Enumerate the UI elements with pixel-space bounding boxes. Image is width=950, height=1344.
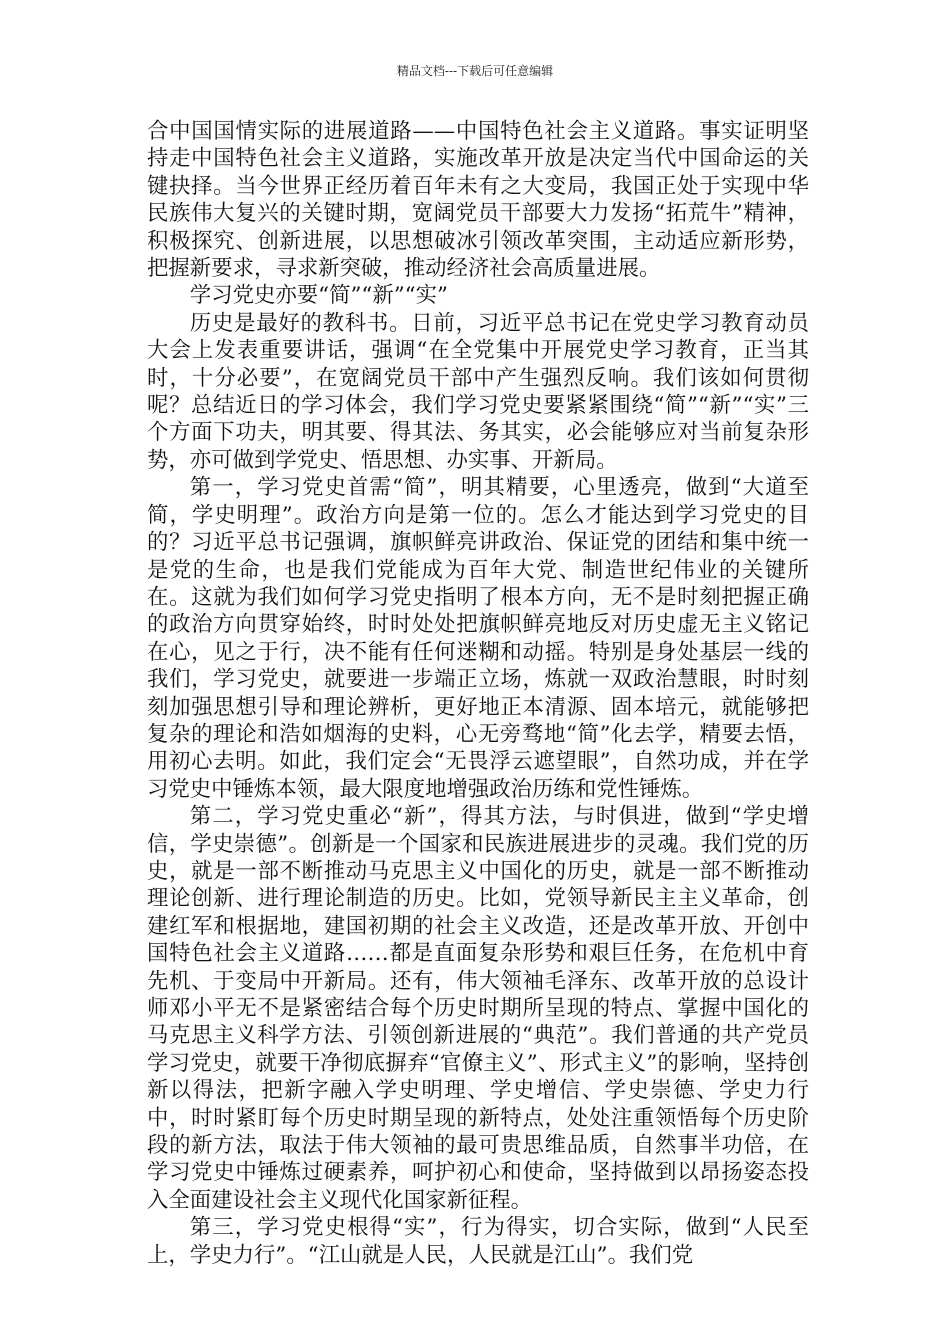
paragraph-second-point: 第二，学习党史重必“新”，得其方法，与时俱进，做到“学史增信，学史崇德”。创新是一个国家和民族进展进步的灵魂。我们党的历史，就是一部不断推动马克思主义中国化的历史，就是一部不断推动理论创新、进行理论制造的历史。比如，党领导新民主主义革命，创建红军和根据地，建国初期的社会主义改造，还是改革开放、开创中国特色社会主义道路……都是直面复杂形势和艰巨任务，在危机中育先机、于变局中开新局。还有，伟大领袖毛泽东、改革开放的总设计师邓小平无不是紧密结合每个历史时期所呈现的特点、掌握中国化的马克思主义科学方法、引领创新进展的“典范”。我们普通的共产党员学习党史，就要干净彻底摒弃“官僚主义”、形式主义”的影响，坚持创新以得法，把新字融入学史明理、学史增信、学史崇德、学史力行中，时时紧盯每个历史时期呈现的新特点，处处注重领悟每个历史阶段的新方法，取法于伟大领袖的最可贵思维品质，自然事半功倍，在学习党史中锤炼过硬素养，呵护初心和使命，坚持做到以昂扬姿态投入全面建设社会主义现代化国家新征程。 <box>147 804 809 1213</box>
document-body <box>147 118 809 1269</box>
page-header: 精品文档---下载后可任意编辑 <box>396 64 554 78</box>
paragraph-history: 历史是最好的教科书。日前，习近平总书记在党史学习教育动员大会上发表重要讲话，强调“在全党集中开展党史学习教育，正当其时，十分必要”，在宽阔党员干部中产生强烈反响。我们该如何贯彻呢？总结近日的学习体会，我们学习党史要紧紧围绕“简”“新”“实”三个方面下功夫，明其要、得其法、务其实，必会能够应对当前复杂形势，亦可做到学党史、悟思想、办实事、开新局。 <box>147 310 809 473</box>
paragraph-first-point: 第一，学习党史首需“简”，明其精要，心里透亮，做到“大道至简，学史明理”。政治方向是第一位的。怎么才能达到学习党史的目的？习近平总书记强调，旗帜鲜亮讲政治、保证党的团结和集中统一是党的生命，也是我们党能成为百年大党、制造世纪伟业的关键所在。这就为我们如何学习党史指明了根本方向，无不是时刻把握正确的政治方向贯穿始终，时时处处把旗帜鲜亮地反对历史虚无主义铭记在心，见之于行，决不能有任何迷糊和动摇。特别是身处基层一线的我们，学习党史，就要进一步端正立场，炼就一双政治慧眼，时时刻刻加强思想引导和理论辨析，更好地正本清源、固本培元，就能够把复杂的理论和浩如烟海的史料，心无旁骛地“简”化去学，精要去悟，用初心去明。如此，我们定会“无畏浮云遮望眼”，自然功成，并在学习党史中锤炼本领，最大限度地增强政治历练和党性锤炼。 <box>147 475 809 802</box>
paragraph-intro: 合中国国情实际的进展道路——中国特色社会主义道路。事实证明坚持走中国特色社会主义道路，实施改革开放是决定当代中国命运的关键抉择。当今世界正经历着百年未有之大变局，我国正处于实现中华民族伟大复兴的关键时期，宽阔党员干部要大力发扬“拓荒牛”精神，积极探究、创新进展，以思想破冰引领改革突围，主动适应新形势，把握新要求，寻求新突破，推动经济社会高质量进展。 <box>147 119 809 282</box>
paragraph-third-point: 第三，学习党史根得“实”，行为得实，切合实际，做到“人民至上，学史力行”。“江山就是人民，人民就是江山”。我们党 <box>147 1215 809 1268</box>
article-title: 学习党史亦要“简”“新”“实” <box>189 283 448 309</box>
